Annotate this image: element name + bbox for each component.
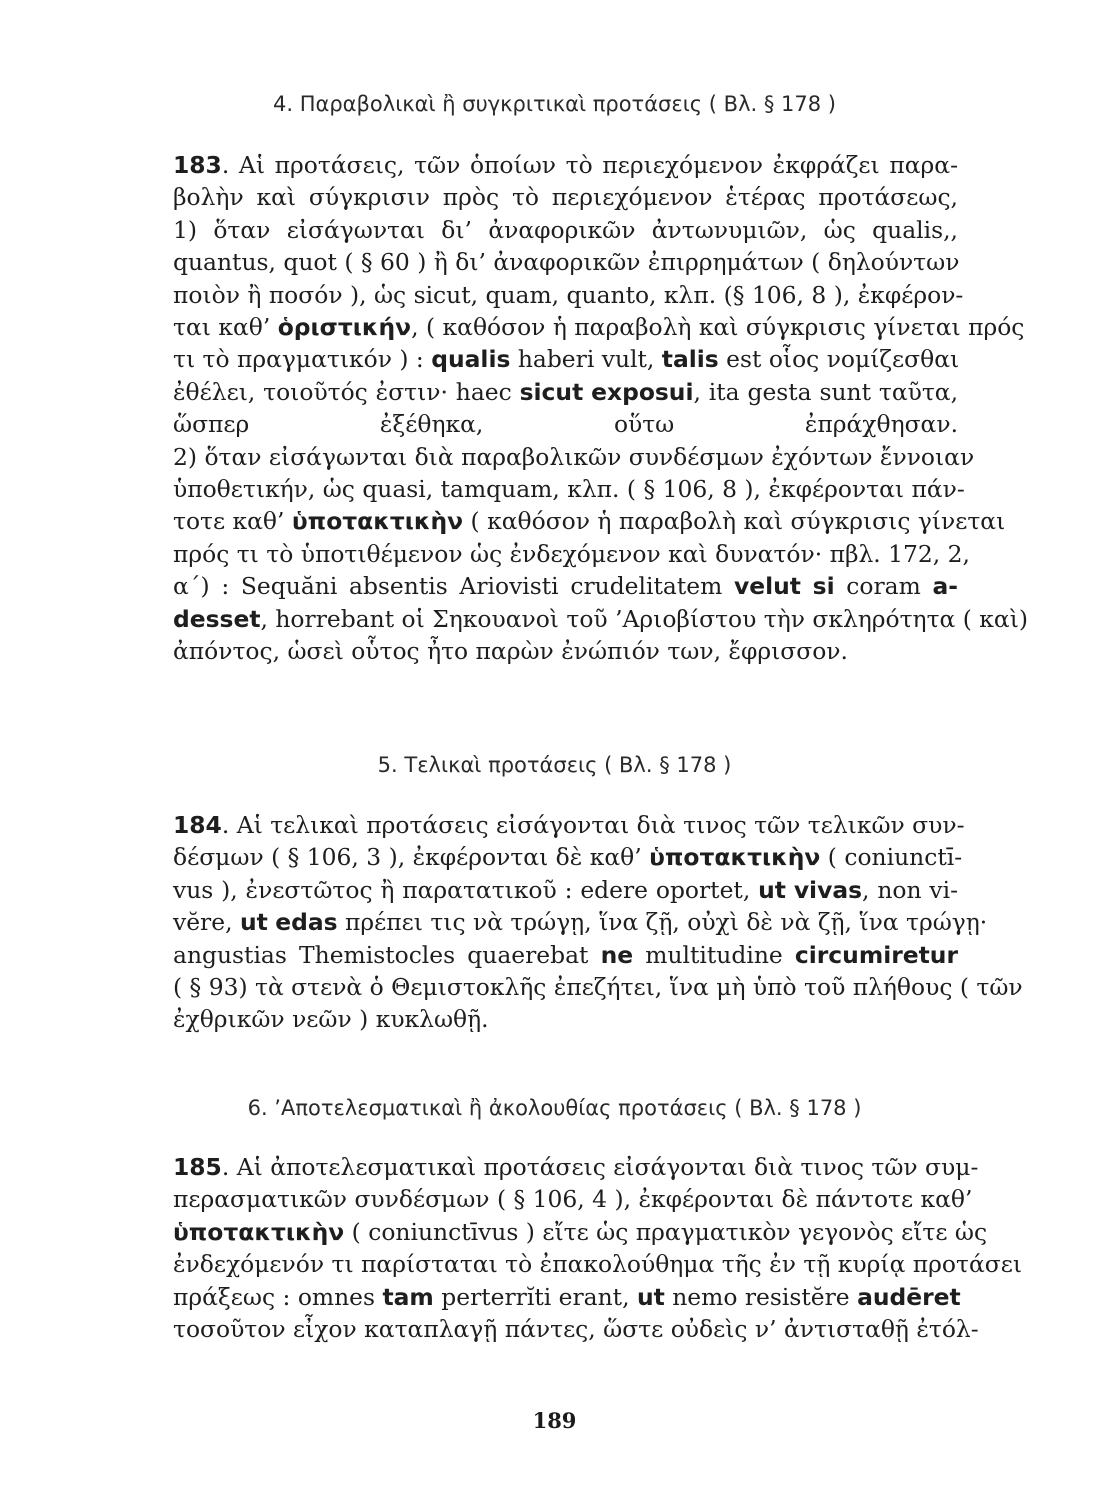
text-line — [173, 634, 958, 668]
text-line — [173, 1280, 961, 1314]
text-run: πρέπει τις νὰ τρώγῃ, ἵνα ζῇ, οὐχὶ δὲ νὰ ζῇ, ἵνα τρώγῃ· — [337, 908, 988, 937]
bold-term: ut — [758, 875, 786, 904]
text-line — [173, 180, 958, 214]
text-line — [173, 375, 958, 409]
text-run: coram — [834, 572, 933, 601]
text-line — [173, 808, 965, 842]
page-number: 189 — [532, 1408, 577, 1433]
text-line — [173, 440, 975, 474]
text-run: . Αἱ προτάσεις, τῶν ὁποίων τὸ περιεχόμενον ἐκφράζει παρα- — [221, 151, 958, 179]
text-run: δέσμων ( § 106, 3 ), ἐκφέρονται δὲ καθ’ — [173, 843, 650, 872]
bold-term: ut — [239, 908, 268, 937]
bold-term: qualis — [431, 345, 511, 374]
text-line — [173, 1215, 988, 1249]
text-run: τοτε καθ’ — [173, 507, 292, 536]
text-run: , horrebant οἱ Σηκουανοὶ τοῦ ’Αριοβίστου τὴν σκληρότητα ( καὶ) — [260, 604, 1029, 633]
text-line — [173, 342, 958, 376]
bold-term: talis — [661, 345, 719, 374]
text-run: quantus, quot ( § 60 ) ἢ δι’ ἀναφορικῶν ἐπιρρημάτων ( δηλούντων — [173, 248, 960, 277]
bold-term: 184 — [173, 811, 222, 839]
text-line — [173, 1182, 973, 1216]
text-line — [173, 569, 958, 603]
bold-term: ὑποτακτικὴν — [173, 1217, 345, 1246]
text-run: α΄) : Sequăni absentis Ariovisti crudelitatem — [173, 572, 734, 601]
text-line — [173, 905, 988, 939]
text-run: τοσοῦτον εἶχον καταπλαγῇ πάντες, ὥστε οὐδεὶς ν’ ἀντισταθῇ ἐτόλ- — [173, 1315, 979, 1343]
text-run: πράξεως : omnes — [173, 1282, 383, 1311]
bold-term: 185 — [173, 1153, 222, 1181]
bold-term: a- — [932, 572, 958, 601]
text-run: vĕre, — [173, 908, 240, 937]
text-run: vus ), ἐνεστῶτος ἢ παρατατικοῦ : edere oportet, — [173, 875, 759, 904]
bold-term: vivas — [793, 875, 863, 904]
bold-term: ὑποτακτικὴν — [291, 507, 464, 536]
text-run: angustias Themistocles quaerebat — [173, 940, 601, 969]
text-run: ἐχθρικῶν νεῶν ) κυκλωθῇ. — [173, 1005, 489, 1034]
text-run: ται καθ’ — [173, 313, 278, 341]
text-run: 2) ὅταν εἰσάγωνται διὰ παραβολικῶν συνδέσμων ἐχόντων ἔννοιαν — [173, 442, 975, 471]
text-line — [173, 213, 958, 247]
text-run — [583, 378, 591, 406]
text-run: . Αἱ τελικαὶ προτάσεις εἰσάγονται διὰ τινος τῶν τελικῶν συν- — [221, 811, 965, 839]
text-line — [173, 504, 1006, 538]
bold-term: tam — [382, 1282, 434, 1311]
text-line — [173, 938, 958, 972]
text-line — [173, 407, 958, 441]
text-run: ἐνδεχόμενόν τι παρίσταται τὸ ἐπακολούθημα τῆς ἐν τῇ κυρίᾳ προτάσει — [173, 1250, 1022, 1279]
text-run: ἐθέλει, τοιοῦτός ἐστιν· haec — [173, 377, 520, 406]
text-run: , non vi- — [862, 875, 958, 904]
bold-term: sicut — [519, 377, 584, 406]
text-run: τι τὸ πραγματικόν ) : — [173, 345, 432, 374]
text-run: ὑποθετικήν, ὡς quasi, tamquam, κλπ. ( § 106, 8 ), ἐκφέρονται πάν- — [173, 475, 965, 503]
text-line — [173, 602, 1029, 636]
bold-term: ne — [600, 940, 634, 969]
bold-term: desset — [173, 604, 261, 633]
text-run: . Αἱ ἀποτελεσματικαὶ προτάσεις εἰσάγονται διὰ τινος τῶν συμ- — [221, 1153, 979, 1181]
text-run: est οἷος νομίζεσθαι — [718, 345, 960, 374]
text-run: , ita gesta sunt ταῦτα, — [693, 377, 959, 406]
text-run: ( coniunctī- — [820, 843, 963, 872]
text-run: περασματικῶν συνδέσμων ( § 106, 4 ), ἐκφέρονται δὲ πάντοτε καθ’ — [173, 1185, 973, 1214]
text-line — [173, 1312, 979, 1346]
text-run: ( coniunctīvus ) εἴτε ὡς πραγματικὸν γεγονὸς εἴτε ὡς — [344, 1217, 988, 1246]
bold-term: 183 — [173, 151, 222, 179]
text-run: ἀπόντος, ὡσεὶ οὗτος ἦτο παρὼν ἐνώπιόν των, ἔφρισσον. — [173, 637, 848, 665]
text-run: multitudine — [633, 940, 795, 969]
bold-term: ὑποτακτικὴν — [649, 843, 821, 872]
section-4-heading: 4. Παραβολικαὶ ἢ συγκριτικαὶ προτάσεις ( Βλ. § 178 ) — [273, 92, 836, 116]
text-run: , ( καθόσον ἡ παραβολὴ καὶ σύγκρισις γίνεται πρός — [411, 313, 1025, 341]
bold-term: audēret — [857, 1282, 961, 1311]
text-line — [173, 278, 964, 312]
bold-term: edas — [275, 908, 338, 937]
text-run: perterrĭti erant, — [433, 1282, 637, 1311]
text-line — [173, 245, 958, 279]
text-run: nemo resistĕre — [664, 1282, 858, 1311]
section-5-heading: 5. Τελικαὶ προτάσεις ( Βλ. § 178 ) — [377, 753, 732, 777]
text-run — [786, 876, 794, 904]
text-line — [173, 970, 1023, 1004]
text-line — [173, 840, 963, 874]
section-6-heading: 6. ’Αποτελεσματικαὶ ἢ ἀκολουθίας προτάσεις ( Βλ. § 178 ) — [247, 1096, 862, 1120]
bold-term: si — [812, 572, 835, 601]
text-line — [173, 472, 965, 506]
text-line — [173, 310, 1025, 344]
text-run: πρός τι τὸ ὑποτιθέμενον ὡς ἐνδεχόμενον καὶ δυνατόν· πβλ. 172, 2, — [173, 539, 970, 568]
bold-term: circumiretur — [794, 940, 958, 969]
text-line — [173, 1247, 1022, 1281]
bold-term: ὁριστικήν — [277, 313, 412, 341]
text-run: ( § 93) τὰ στενὰ ὁ Θεμιστοκλῆς ἐπεζήτει, ἵνα μὴ ὑπὸ τοῦ πλήθους ( τῶν — [173, 973, 1023, 1001]
bold-term: ut — [636, 1282, 665, 1311]
text-run: ( καθόσον ἡ παραβολὴ καὶ σύγκρισις γίνεται — [463, 507, 1006, 536]
bold-term: velut — [733, 572, 801, 601]
text-run: βολὴν καὶ σύγκρισιν πρὸς τὸ περιεχόμενον ἑτέρας προτάσεως, — [173, 183, 958, 212]
text-run: 1) ὅταν εἰσάγωνται δι’ ἀναφορικῶν ἀντωνυμιῶν, ὡς qualis,, — [173, 215, 958, 244]
text-run: haberi vult, — [510, 345, 662, 374]
text-line — [173, 1002, 958, 1036]
text-line — [173, 148, 958, 182]
bold-term: exposui — [591, 377, 694, 406]
text-line — [173, 1150, 979, 1184]
text-line — [173, 873, 958, 907]
text-run: ποιὸν ἢ ποσόν ), ὡς sicut, quam, quanto, κλπ. (§ 106, 8 ), ἐκφέρον- — [173, 280, 964, 309]
text-run: ὥσπερ ἐξέθηκα, οὕτω ἐπράχθησαν. — [173, 410, 958, 439]
text-line — [173, 537, 970, 571]
text-run — [801, 572, 813, 600]
